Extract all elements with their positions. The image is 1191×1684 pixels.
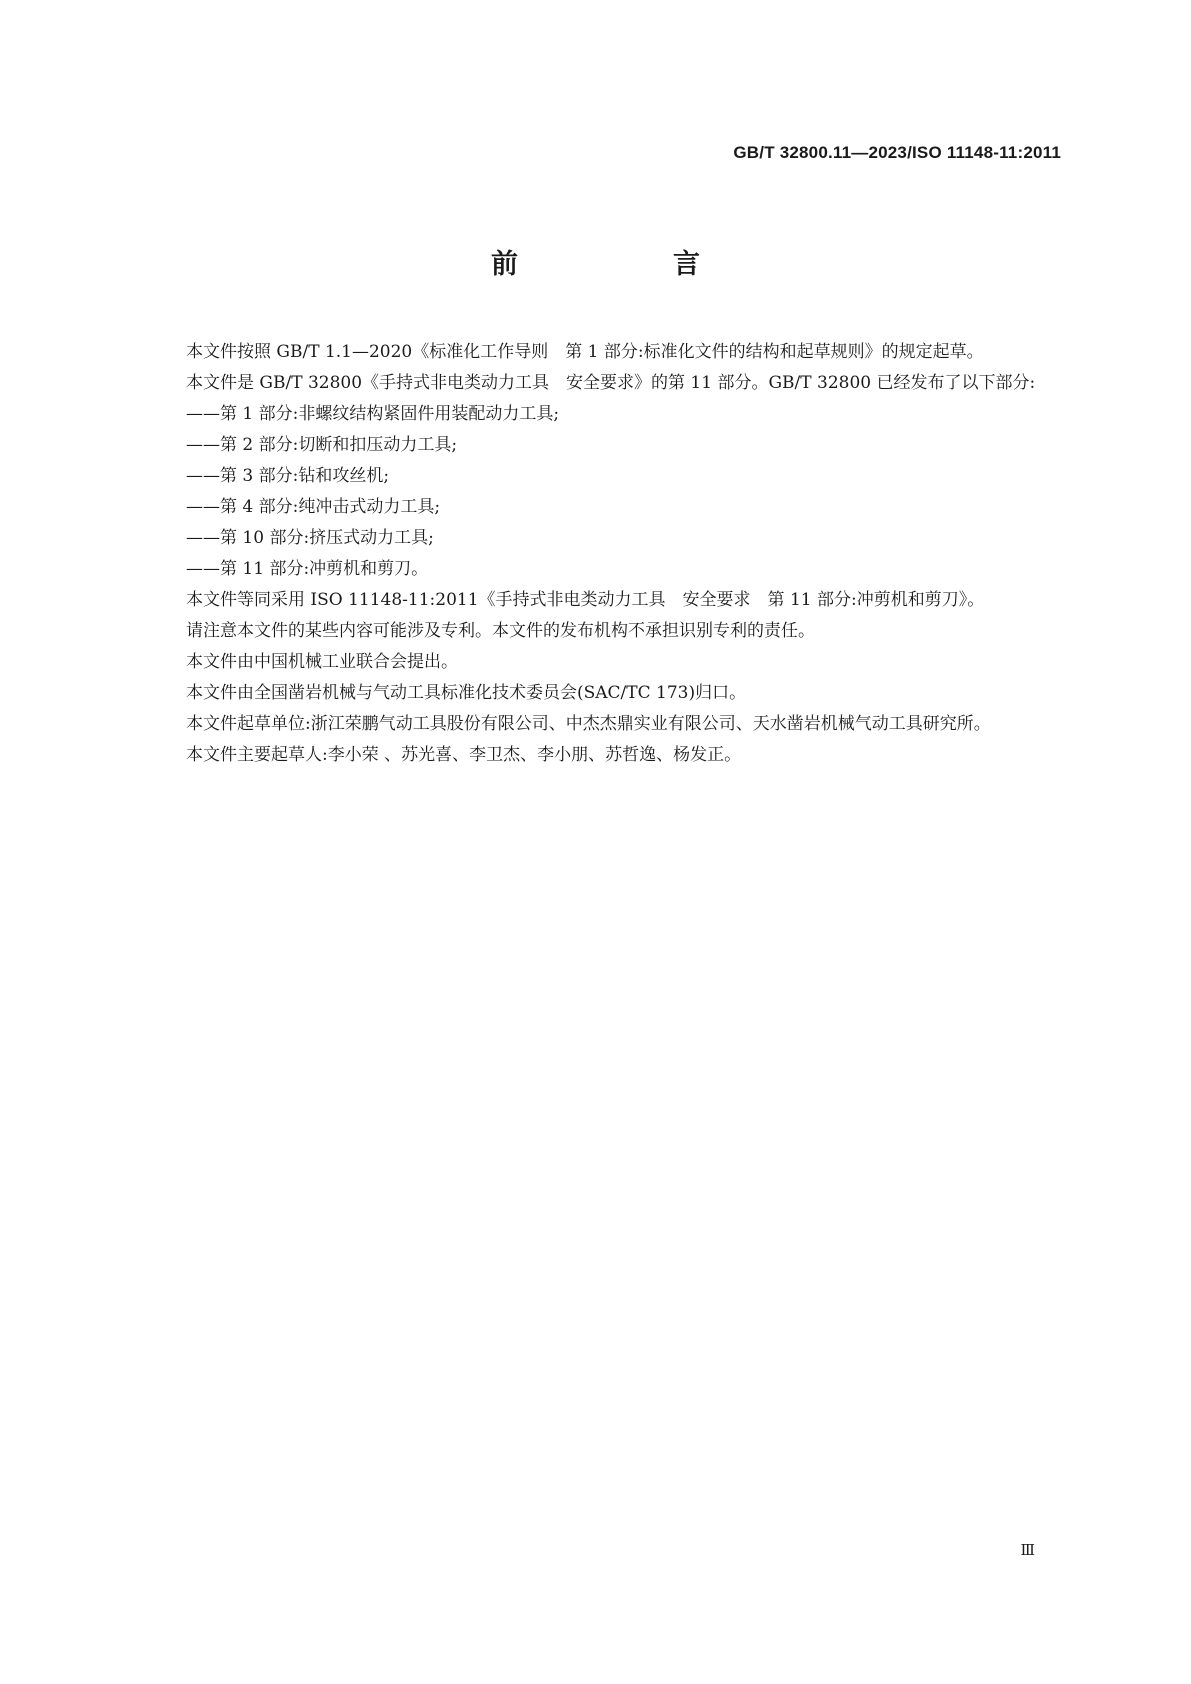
- list-item-part-4: ——第 4 部分:纯冲击式动力工具;: [186, 497, 441, 517]
- paragraph-iso-adoption: 本文件等同采用 ISO 11148-11:2011《手持式非电类动力工具 安全要求 第 11 部分:冲剪机和剪刀》。: [186, 590, 985, 610]
- list-item-part-10: ——第 10 部分:挤压式动力工具;: [186, 528, 434, 548]
- paragraph-patent-notice: 请注意本文件的某些内容可能涉及专利。本文件的发布机构不承担识别专利的责任。: [186, 621, 815, 641]
- list-item-part-11: ——第 11 部分:冲剪机和剪刀。: [186, 559, 429, 579]
- paragraph-drafters: 本文件主要起草人:李小荣 、苏光喜、李卫杰、李小朋、苏哲逸、杨发正。: [186, 745, 742, 765]
- paragraph-drafting-units: 本文件起草单位:浙江荣鹏气动工具股份有限公司、中杰杰鼎实业有限公司、天水凿岩机械气动工具研究所。: [186, 714, 991, 734]
- paragraph-committee: 本文件由全国凿岩机械与气动工具标准化技术委员会(SAC/TC 173)归口。: [186, 683, 747, 703]
- section-title-foreword: 前 言: [491, 249, 764, 280]
- paragraph-proposer: 本文件由中国机械工业联合会提出。: [186, 652, 458, 672]
- paragraph-drafting-rules: 本文件按照 GB/T 1.1—2020《标准化工作导则 第 1 部分:标准化文件的结构和起草规则》的规定起草。: [186, 342, 984, 362]
- list-item-part-1: ——第 1 部分:非螺纹结构紧固件用装配动力工具;: [186, 404, 560, 424]
- list-item-part-3: ——第 3 部分:钻和攻丝机;: [186, 466, 390, 486]
- foreword-body: [144, 338, 1060, 772]
- list-item-part-2: ——第 2 部分:切断和扣压动力工具;: [186, 435, 458, 455]
- standard-code-header: GB/T 32800.11—2023/ISO 11148-11:2011: [733, 143, 1061, 162]
- page-number: Ⅲ: [1020, 1541, 1035, 1559]
- paragraph-series-intro: 本文件是 GB/T 32800《手持式非电类动力工具 安全要求》的第 11 部分。GB/T 32800 已经发布了以下部分:: [186, 373, 1036, 393]
